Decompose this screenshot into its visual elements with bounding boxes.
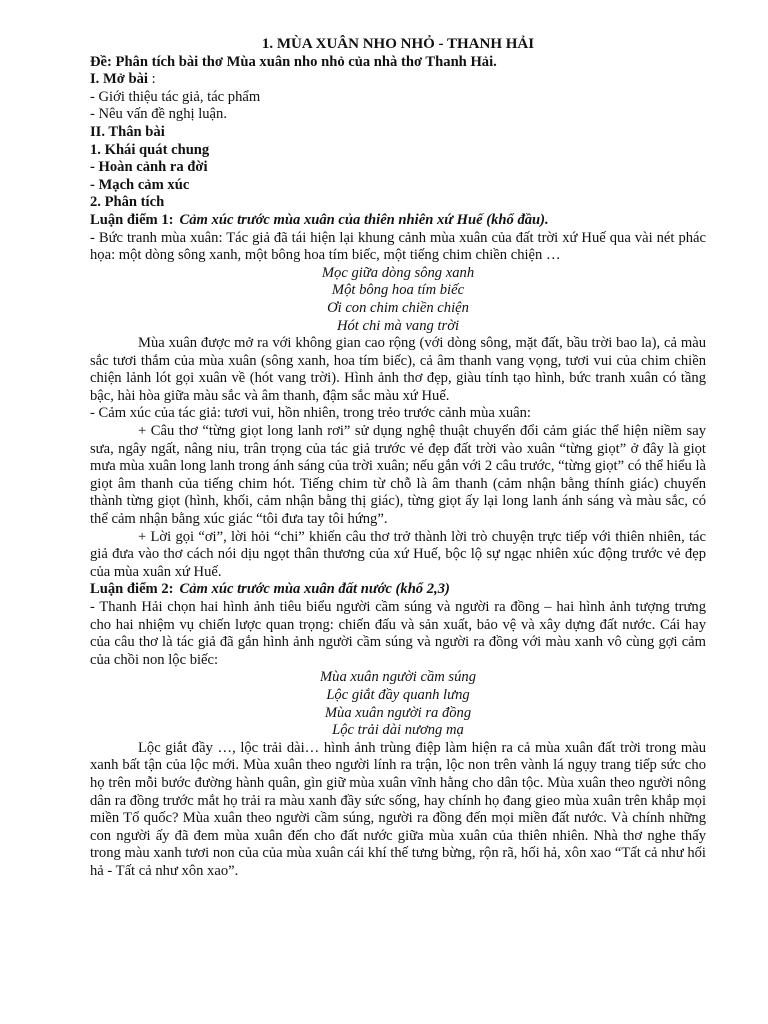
thesis2-paragraph: - Thanh Hải chọn hai hình ảnh tiêu biểu người cầm súng và người ra đồng – hai hình ảnh tượng trưng cho hai nhiệm vụ chiến lược quan trọng: chiến đấu và sản xuất, bảo vệ và xây dựng đất nước. Cái hay của câu thơ là tác giả đã gắn hình ảnh người cầm súng và người ra đồng với màu xanh vô cùng gợi cảm của chồi non lộc biếc:: [90, 599, 706, 668]
thesis1-paragraph: + Lời gọi “ơi”, lời hỏi “chi” khiến câu thơ trở thành lời trò chuyện trực tiếp với thiên nhiên, tác giả đưa vào thơ cách nói dịu ngọt thân thương của xứ Huế, bộc lộ sự ngạc nhiên xúc động trước vẻ đẹp của mùa xuân xứ Huế.: [90, 528, 706, 580]
thesis1-title: Cảm xúc trước mùa xuân của thiên nhiên xứ Huế (khổ đầu).: [179, 211, 549, 228]
thesis1-paragraph: - Bức tranh mùa xuân: Tác giả đã tái hiện lại khung cảnh mùa xuân của đất trời xứ Huế qua vài nét phác họa: một dòng sông xanh, một bông hoa tím biếc, một tiếng chim chiền chiện …: [90, 229, 706, 264]
thesis1-poem: [90, 265, 706, 335]
document-title: 1. MÙA XUÂN NHO NHỎ - THANH HẢI: [261, 36, 535, 52]
poem-line: Lộc giắt đầy quanh lưng: [326, 686, 470, 703]
poem-line: Mùa xuân người ra đồng: [324, 704, 472, 721]
thesis1-heading: [90, 212, 706, 230]
body-heading: II. Thân bài: [90, 123, 165, 140]
poem-line: Lộc trải dài nương mạ: [332, 722, 464, 739]
poem-line: Hót chi mà vang trời: [336, 317, 460, 334]
thesis2-title: Cảm xúc trước mùa xuân đất nước (khổ 2,3): [179, 581, 450, 598]
poem-line: Ơi con chim chiền chiện: [327, 299, 469, 316]
analysis-heading: 2. Phân tích: [90, 194, 165, 211]
intro-item: - Nêu vấn đề nghị luận.: [90, 106, 227, 123]
thesis1-label: Luận điểm 1:: [90, 211, 174, 228]
poem-line: Một bông hoa tím biếc: [331, 282, 465, 299]
thesis1-paragraph: - Cảm xúc của tác giả: tươi vui, hồn nhiên, trong trẻo trước cảnh mùa xuân:: [90, 405, 531, 422]
overview-item: - Mạch cảm xúc: [90, 176, 190, 193]
thesis2-paragraph: Lộc giắt đầy …, lộc trải dài… hình ảnh trùng điệp làm hiện ra cả mùa xuân đất trời trong màu xanh bất tận của lộc mới. Mùa xuân theo người lính ra trận, lộc non trên vành lá ngụy trang tiếp sức cho họ trên mỗi bước đường hành quân, gìn giữ mùa xuân vĩnh hằng cho dân tộc. Mùa xuân theo người nông dân ra đồng trước mắt họ trải ra màu xanh đầy sức sống, hay chính họ đang gieo mùa xuân trên khắp mọi miền Tổ quốc? Mùa xuân theo người cầm súng, người ra đồng đến mọi miền đất nước. Và chính những con người ấy đã đem mùa xuân đến cho đất nước giữa mùa xuân của thiên nhiên. Nhà thơ nghe thấy trong màu xanh tươi non của của mùa xuân cái khí thế tưng bừng, rộn rã, hối hả, xôn xao “Tất cả như hối hả - Tất cả như xôn xao”.: [90, 739, 706, 879]
thesis1-paragraph: + Câu thơ “từng giọt long lanh rơi” sử dụng nghệ thuật chuyển đổi cảm giác thể hiện niềm say sưa, ngây ngất, nâng niu, trân trọng của tác giả trước vẻ đẹp đất trời vào xuân “từng giọt” ở đây là giọt mưa mùa xuân long lanh trong ánh sáng của trời xuân; nếu gắn với 2 câu trước, “từng giọt” có thể hiểu là giọt âm thanh của tiếng chim hót. Tiếng chim từ chỗ là âm thanh (cảm nhận bằng thính giác) chuyển thành từng giọt (hình, khối, cảm nhận bằng thị giác), từng giọt ấy lại long lanh ánh sáng và màu sắc, có thể cảm nhận bằng xúc giác “tôi đưa tay tôi hứng”.: [90, 423, 706, 528]
poem-line: Mọc giữa dòng sông xanh: [321, 264, 475, 281]
thesis1-paragraph: Mùa xuân được mở ra với không gian cao rộng (với dòng sông, mặt đất, bầu trời bao la), cả màu sắc tươi thắm của mùa xuân (sông xanh, hoa tím biếc), cả âm thanh vang vọng, tươi vui của chim chiền chiện lảnh lót gọi xuân về (hót vang trời). Hình ảnh thơ đẹp, giàu tính tạo hình, bức tranh xuân có tầng bậc, hài hòa giữa màu sắc và âm thanh, đậm sắc màu xứ Huế.: [90, 335, 706, 404]
intro-heading: I. Mở bài: [90, 71, 148, 88]
intro-heading-suffix: :: [147, 71, 156, 88]
thesis2-heading: [90, 581, 706, 599]
thesis2-label: Luận điểm 2:: [90, 581, 174, 598]
intro-heading-line: [90, 71, 706, 89]
poem-line: Mùa xuân người cầm súng: [320, 669, 476, 686]
thesis2-poem: [90, 669, 706, 739]
overview-heading: 1. Khái quát chung: [90, 141, 210, 158]
essay-topic: Đề: Phân tích bài thơ Mùa xuân nho nhỏ của nhà thơ Thanh Hải.: [90, 53, 497, 70]
overview-item: - Hoàn cảnh ra đời: [90, 159, 208, 176]
intro-item: - Giới thiệu tác giả, tác phẩm: [90, 88, 261, 105]
